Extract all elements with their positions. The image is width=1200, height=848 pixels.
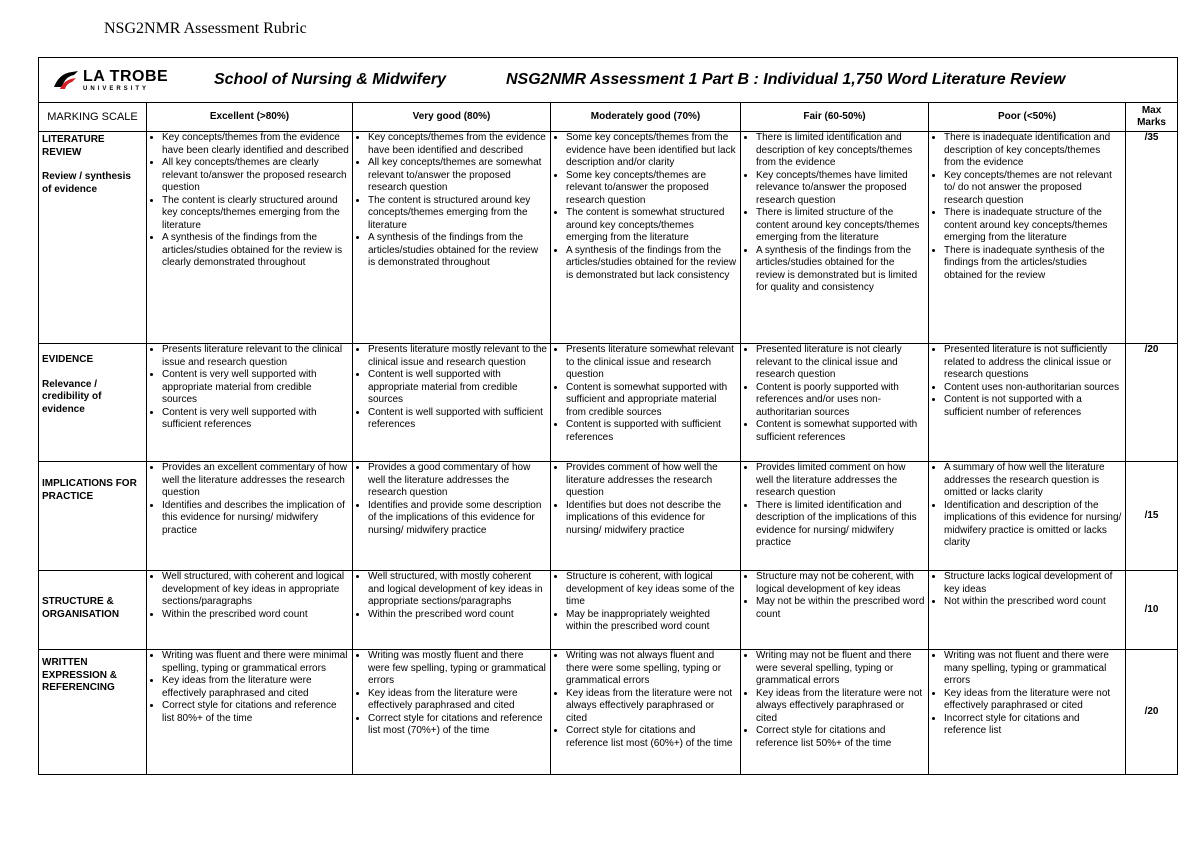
- descriptor-item: • Correct style for citations and reference list most (60%+) of the time: [566, 725, 737, 750]
- descriptor-item: • Key concepts/themes from the evidence have been identified and described: [368, 132, 547, 157]
- descriptor-item: • There is limited structure of the content around key concepts/themes emerging from the literature: [756, 207, 925, 245]
- descriptor-list: [554, 650, 737, 750]
- descriptor-item: • Identifies but does not describe the implications of this evidence for nursing/ midwifery practice: [566, 500, 737, 538]
- criteria-cell: [39, 650, 147, 775]
- descriptor-list: [932, 462, 1122, 550]
- descriptor-cell-very-good: [353, 132, 551, 344]
- descriptor-cell-fair: [741, 344, 929, 462]
- descriptor-item: • Content uses non-authoritarian sources: [944, 382, 1122, 395]
- descriptor-item: • Structure lacks logical development of key ideas: [944, 571, 1122, 596]
- descriptor-cell-poor: [929, 571, 1126, 650]
- marking-scale-row: [39, 103, 1178, 132]
- descriptor-list: [150, 462, 349, 537]
- descriptor-item: • All key concepts/themes are clearly relevant to/answer the proposed research question: [162, 157, 349, 195]
- max-marks-value: /10: [1126, 571, 1178, 650]
- descriptor-cell-fair: [741, 462, 929, 571]
- rubric-body: [39, 132, 1178, 775]
- max-marks-value: /20: [1126, 650, 1178, 775]
- criteria-row: [39, 650, 1178, 775]
- descriptor-list: [932, 132, 1122, 282]
- descriptor-item: • Well structured, with mostly coherent and logical development of key ideas in appropriate sections/paragraphs: [368, 571, 547, 609]
- descriptor-list: [932, 571, 1122, 609]
- descriptor-cell-moderately-good: [551, 462, 741, 571]
- descriptor-item: • Presented literature is not clearly relevant to the clinical issue and research question: [756, 344, 925, 382]
- descriptor-cell-very-good: [353, 650, 551, 775]
- criteria-subtitle: Relevance / credibility of evidence: [42, 378, 102, 415]
- descriptor-item: • The content is somewhat structured around key concepts/themes emerging from the literature: [566, 207, 737, 245]
- descriptor-item: • Content is very well supported with appropriate material from credible sources: [162, 369, 349, 407]
- descriptor-item: • Structure is coherent, with logical development of key ideas some of the time: [566, 571, 737, 609]
- descriptor-item: • Provides an excellent commentary of how well the literature addresses the research question: [162, 462, 349, 500]
- descriptor-item: • Correct style for citations and reference list 50%+ of the time: [756, 725, 925, 750]
- descriptor-item: • There is limited identification and description of the implications of this evidence for nursing/ midwifery practice: [756, 500, 925, 550]
- descriptor-item: • Some key concepts/themes are relevant to/answer the proposed research question: [566, 170, 737, 208]
- descriptor-item: • Structure may not be coherent, with logical development of key ideas: [756, 571, 925, 596]
- document-title: NSG2NMR Assessment Rubric: [104, 20, 307, 37]
- descriptor-item: • Key ideas from the literature were not always effectively paraphrased or cited: [566, 688, 737, 726]
- criteria-row: [39, 132, 1178, 344]
- descriptor-item: • Writing was mostly fluent and there were few spelling, typing or grammatical errors: [368, 650, 547, 688]
- descriptor-cell-fair: [741, 571, 929, 650]
- descriptor-cell-poor: [929, 344, 1126, 462]
- descriptor-item: • Content is somewhat supported with sufficient references: [756, 419, 925, 444]
- descriptor-item: • There is inadequate identification and description of key concepts/themes from the evidence: [944, 132, 1122, 170]
- descriptor-item: • All key concepts/themes are somewhat relevant to/answer the proposed research question: [368, 157, 547, 195]
- descriptor-item: • A synthesis of the findings from the articles/studies obtained for the review is demonstrated throughout: [368, 232, 547, 270]
- descriptor-list: [356, 132, 547, 270]
- descriptor-cell-excellent: [147, 571, 353, 650]
- descriptor-item: • Presents literature mostly relevant to the clinical issue and research question: [368, 344, 547, 369]
- max-marks-label: Max Marks: [1126, 103, 1178, 132]
- descriptor-cell-very-good: [353, 462, 551, 571]
- criteria-cell: [39, 462, 147, 571]
- logo-subtitle: UNIVERSITY: [83, 85, 150, 92]
- descriptor-list: [744, 462, 925, 550]
- descriptor-cell-excellent: [147, 650, 353, 775]
- descriptor-list: [744, 132, 925, 295]
- school-title: School of Nursing & Midwifery: [214, 70, 447, 88]
- descriptor-list: [932, 650, 1122, 738]
- logo-name: LA TROBE: [83, 67, 169, 85]
- scale-level-fair: Fair (60-50%): [741, 103, 929, 132]
- descriptor-cell-moderately-good: [551, 132, 741, 344]
- criteria-cell: [39, 132, 147, 344]
- descriptor-item: • Content is supported with sufficient references: [566, 419, 737, 444]
- descriptor-item: • Provides limited comment on how well the literature addresses the research question: [756, 462, 925, 500]
- descriptor-list: [356, 571, 547, 621]
- descriptor-item: • Key concepts/themes are not relevant to/ do not answer the proposed research question: [944, 170, 1122, 208]
- descriptor-item: • A summary of how well the literature addresses the research question is omitted or lacks clarity: [944, 462, 1122, 500]
- descriptor-item: • There is limited identification and description of key concepts/themes from the evidence: [756, 132, 925, 170]
- max-marks-value: /35: [1126, 132, 1178, 344]
- criteria-row: [39, 462, 1178, 571]
- descriptor-item: • Content is well supported with appropriate material from credible sources: [368, 369, 547, 407]
- scale-level-excellent: Excellent (>80%): [147, 103, 353, 132]
- descriptor-item: • A synthesis of the findings from the articles/studies obtained for the review is demonstrated but lack consistency: [566, 245, 737, 283]
- descriptor-item: • A synthesis of the findings from the articles/studies obtained for the review is clearly demonstrated throughout: [162, 232, 349, 270]
- descriptor-item: • There is inadequate structure of the content around key concepts/themes emerging from the literature: [944, 207, 1122, 245]
- descriptor-item: • There is inadequate synthesis of the findings from the articles/studies obtained for the review: [944, 245, 1122, 283]
- descriptor-list: [356, 650, 547, 738]
- header-cell: [39, 58, 1178, 103]
- descriptor-item: • Content is somewhat supported with sufficient and appropriate material from credible sources: [566, 382, 737, 420]
- descriptor-item: • Presented literature is not sufficiently related to address the clinical issue or research questions: [944, 344, 1122, 382]
- descriptor-cell-poor: [929, 650, 1126, 775]
- descriptor-item: • Key ideas from the literature were effectively paraphrased and cited: [368, 688, 547, 713]
- descriptor-cell-poor: [929, 132, 1126, 344]
- descriptor-list: [554, 462, 737, 537]
- descriptor-item: • Provides comment of how well the literature addresses the research question: [566, 462, 737, 500]
- descriptor-cell-excellent: [147, 462, 353, 571]
- descriptor-list: [932, 344, 1122, 419]
- descriptor-item: • Key concepts/themes from the evidence have been clearly identified and described: [162, 132, 349, 157]
- criteria-cell: [39, 571, 147, 650]
- descriptor-item: • Presents literature relevant to the clinical issue and research question: [162, 344, 349, 369]
- max-marks-value: /20: [1126, 344, 1178, 462]
- descriptor-item: • Within the prescribed word count: [368, 609, 547, 622]
- descriptor-list: [744, 344, 925, 444]
- criteria-title: EVIDENCE: [42, 354, 94, 365]
- descriptor-cell-excellent: [147, 132, 353, 344]
- descriptor-cell-fair: [741, 132, 929, 344]
- descriptor-item: • Some key concepts/themes from the evidence have been identified but lack description and/or clarity: [566, 132, 737, 170]
- descriptor-cell-moderately-good: [551, 344, 741, 462]
- descriptor-item: • The content is clearly structured around key concepts/themes emerging from the literature: [162, 195, 349, 233]
- descriptor-list: [150, 132, 349, 270]
- descriptor-item: • Writing was fluent and there were minimal spelling, typing or grammatical errors: [162, 650, 349, 675]
- descriptor-item: • Incorrect style for citations and reference list: [944, 713, 1122, 738]
- criteria-subtitle: Review / synthesis of evidence: [42, 171, 131, 195]
- criteria-row: [39, 571, 1178, 650]
- descriptor-cell-very-good: [353, 344, 551, 462]
- descriptor-item: • Writing may not be fluent and there were several spelling, typing or grammatical errors: [756, 650, 925, 688]
- descriptor-item: • Identification and description of the implications of this evidence for nursing/ midwifery practice is omitted or lacks clarity: [944, 500, 1122, 550]
- descriptor-item: • Key ideas from the literature were effectively paraphrased and cited: [162, 675, 349, 700]
- descriptor-cell-fair: [741, 650, 929, 775]
- descriptor-list: [356, 344, 547, 432]
- descriptor-item: • Correct style for citations and reference list most (70%+) of the time: [368, 713, 547, 738]
- descriptor-item: • May not be within the prescribed word count: [756, 596, 925, 621]
- descriptor-item: • Not within the prescribed word count: [944, 596, 1122, 609]
- descriptor-item: • Provides a good commentary of how well the literature addresses the research question: [368, 462, 547, 500]
- criteria-title: LITERATURE REVIEW: [42, 134, 105, 158]
- descriptor-cell-poor: [929, 462, 1126, 571]
- descriptor-list: [150, 571, 349, 621]
- descriptor-item: • Key ideas from the literature were not effectively paraphrased or cited: [944, 688, 1122, 713]
- criteria-cell: [39, 344, 147, 462]
- descriptor-list: [744, 571, 925, 621]
- marking-scale-label: MARKING SCALE: [39, 103, 147, 132]
- descriptor-item: • Correct style for citations and reference list 80%+ of the time: [162, 700, 349, 725]
- criteria-row: [39, 344, 1178, 462]
- descriptor-item: • May be inappropriately weighted within the prescribed word count: [566, 609, 737, 634]
- descriptor-item: • Content is very well supported with sufficient references: [162, 407, 349, 432]
- scale-level-very-good: Very good (80%): [353, 103, 551, 132]
- descriptor-cell-excellent: [147, 344, 353, 462]
- descriptor-list: [356, 462, 547, 537]
- scale-level-poor: Poor (<50%): [929, 103, 1126, 132]
- criteria-title: WRITTEN EXPRESSION & REFERENCING: [42, 657, 118, 693]
- descriptor-item: • Writing was not fluent and there were many spelling, typing or grammatical errors: [944, 650, 1122, 688]
- descriptor-item: • A synthesis of the findings from the articles/studies obtained for the review is demonstrated but is limited for quality and consistency: [756, 245, 925, 295]
- max-marks-value: /15: [1126, 462, 1178, 571]
- descriptor-item: • Identifies and provide some description of the implications of this evidence for nursing/ midwifery practice: [368, 500, 547, 538]
- header-row: [39, 58, 1178, 103]
- assessment-title: NSG2NMR Assessment 1 Part B : Individual 1,750 Word Literature Review: [506, 70, 1066, 88]
- descriptor-cell-very-good: [353, 571, 551, 650]
- descriptor-item: • Key concepts/themes have limited relevance to/answer the proposed research question: [756, 170, 925, 208]
- descriptor-cell-moderately-good: [551, 571, 741, 650]
- criteria-title: STRUCTURE & ORGANISATION: [42, 596, 120, 620]
- descriptor-item: • Writing was not always fluent and there were some spelling, typing or grammatical errors: [566, 650, 737, 688]
- university-logo: [52, 69, 170, 92]
- descriptor-list: [554, 132, 737, 282]
- descriptor-item: • Identifies and describes the implication of this evidence for nursing/ midwifery practice: [162, 500, 349, 538]
- descriptor-item: • Content is poorly supported with references and/or uses non-authoritarian sources: [756, 382, 925, 420]
- descriptor-item: • Content is well supported with sufficient references: [368, 407, 547, 432]
- descriptor-cell-moderately-good: [551, 650, 741, 775]
- descriptor-item: • Content is not supported with a sufficient number of references: [944, 394, 1122, 419]
- rubric-table: [38, 57, 1178, 775]
- descriptor-list: [554, 344, 737, 444]
- descriptor-list: [554, 571, 737, 634]
- descriptor-item: • Presents literature somewhat relevant to the clinical issue and research question: [566, 344, 737, 382]
- descriptor-item: • Well structured, with coherent and logical development of key ideas in appropriate sections/paragraphs: [162, 571, 349, 609]
- logo-emblem-icon: [52, 69, 80, 91]
- scale-level-moderately-good: Moderately good (70%): [551, 103, 741, 132]
- descriptor-list: [150, 344, 349, 432]
- descriptor-list: [150, 650, 349, 725]
- descriptor-list: [744, 650, 925, 750]
- criteria-title: IMPLICATIONS FOR PRACTICE: [42, 478, 137, 502]
- descriptor-item: • The content is structured around key concepts/themes emerging from the literature: [368, 195, 547, 233]
- descriptor-item: • Key ideas from the literature were not always effectively paraphrased or cited: [756, 688, 925, 726]
- descriptor-item: • Within the prescribed word count: [162, 609, 349, 622]
